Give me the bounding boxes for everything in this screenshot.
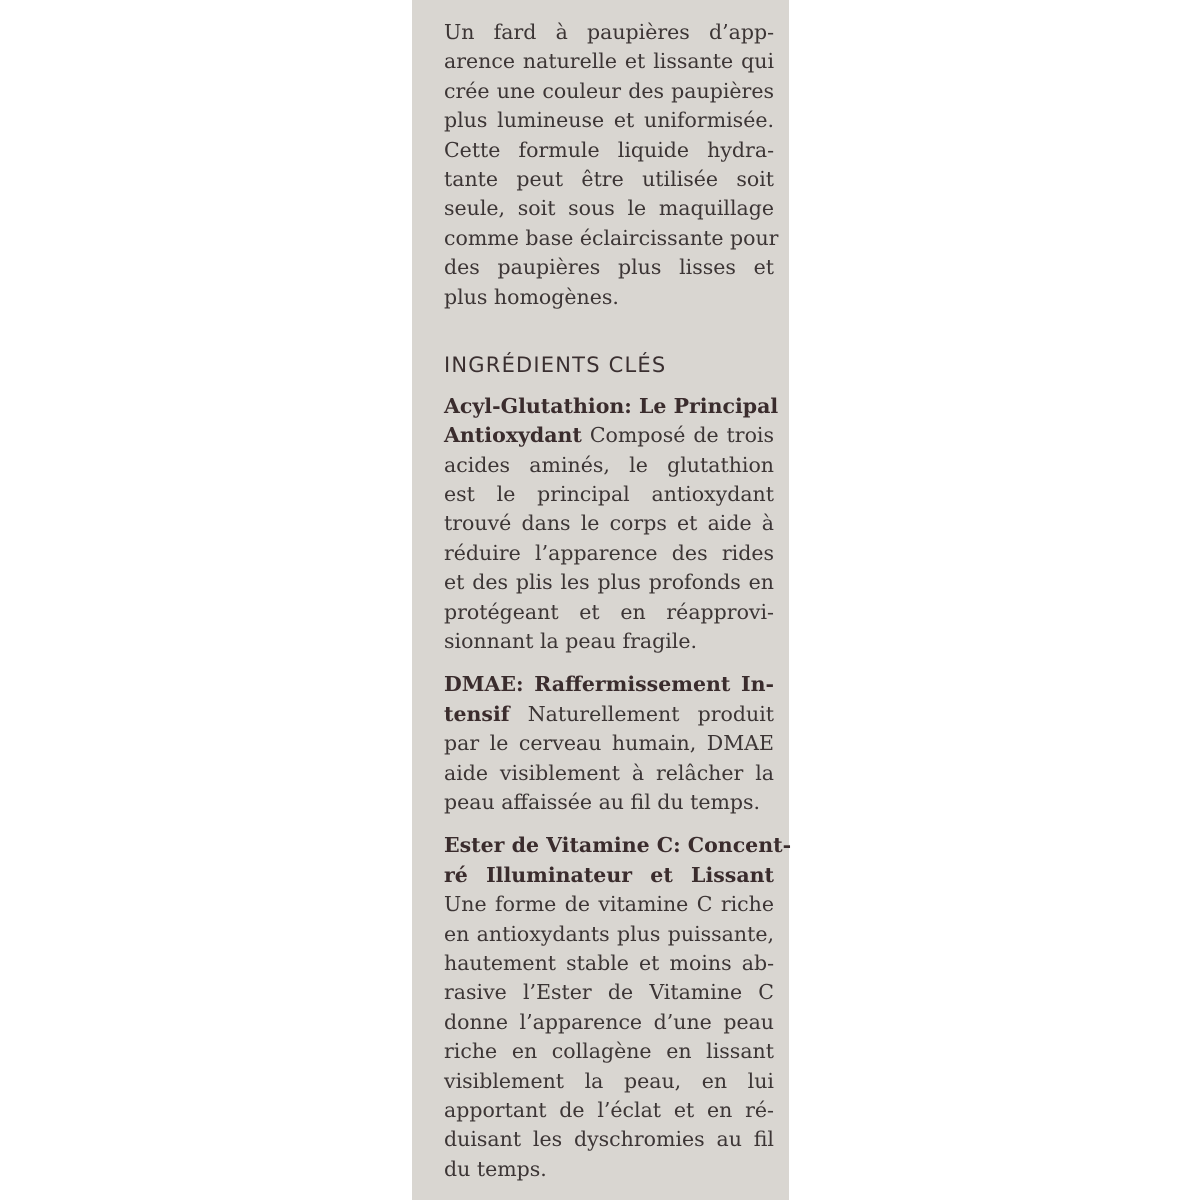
intro-line: plus lumineuse et uniformisée.	[444, 108, 774, 133]
ingredient-line: donne l’apparence d’une peau	[444, 1009, 774, 1034]
ingredient-text-start: Naturellement produit	[509, 701, 774, 726]
ingredient-line: duisant les dyschromies au fil	[444, 1127, 774, 1152]
intro-paragraph	[444, 18, 779, 312]
ingredient-line: sionnant la peau fragile.	[444, 629, 697, 654]
ingredient-line: apportant de l’éclat et en ré-	[444, 1097, 774, 1122]
section-heading: INGRÉDIENTS CLÉS	[444, 352, 667, 377]
ingredient-acyl-glutathion	[444, 392, 779, 657]
intro-line: comme base éclaircissante pour	[444, 225, 779, 250]
intro-line: des paupières plus lisses et	[444, 255, 774, 280]
ingredient-line: rasive l’Ester de Vitamine C	[444, 980, 774, 1005]
intro-line: seule, soit sous le maquillage	[444, 196, 774, 221]
ingredient-title-line	[444, 700, 774, 729]
ingredient-title-line: DMAE: Raffermissement In-	[444, 672, 774, 697]
ingredient-line: et des plis les plus profonds en	[444, 570, 774, 595]
ingredient-title-end: tensif	[444, 701, 510, 726]
ingredient-line: acides aminés, le glutathion	[444, 452, 774, 477]
ingredient-line: par le cerveau humain, DMAE	[444, 731, 774, 756]
ingredient-line: du temps.	[444, 1156, 547, 1181]
ingredient-line: est le principal antioxydant	[444, 482, 774, 507]
ingredient-title-end: Antioxydant	[444, 423, 582, 448]
ingredient-line: trouvé dans le corps et aide à	[444, 511, 774, 536]
intro-line: Un fard à paupières d’app-	[444, 20, 774, 44]
ingredient-line: Une forme de vitamine C riche	[444, 892, 774, 917]
ingredient-line: peau affaissée au fil du temps.	[444, 789, 761, 814]
intro-line: plus homogènes.	[444, 284, 619, 309]
ingredient-title-line: Ester de Vitamine C: Concent-	[444, 833, 792, 858]
intro-line: Cette formule liquide hydra-	[444, 137, 774, 162]
ingredient-line: aide visiblement à relâcher la	[444, 760, 774, 785]
description-column	[444, 18, 792, 1184]
intro-line: arence naturelle et lissante qui	[444, 49, 774, 74]
ingredient-line: riche en collagène en lissant	[444, 1039, 774, 1064]
ingredient-line: hautement stable et moins ab-	[444, 950, 774, 975]
ingredient-line: réduire l’apparence des rides	[444, 540, 774, 565]
ingredient-text-start: Composé de trois	[581, 423, 774, 448]
ingredient-title-line: ré Illuminateur et Lissant	[444, 862, 774, 887]
ingredient-line: protégeant et en réapprovi-	[444, 599, 774, 624]
ingredient-line: visiblement la peau, en lui	[444, 1068, 774, 1093]
intro-line: tante peut être utilisée soit	[444, 166, 774, 191]
ingredient-title-line: Acyl-Glutathion: Le Principal	[444, 393, 779, 418]
ingredient-line: en antioxydants plus puissante,	[444, 921, 774, 946]
intro-line: crée une couleur des paupières	[444, 78, 774, 103]
ingredient-dmae	[444, 670, 774, 817]
ingredient-title-line	[444, 421, 774, 450]
ingredient-vitamin-c-ester	[444, 831, 792, 1184]
